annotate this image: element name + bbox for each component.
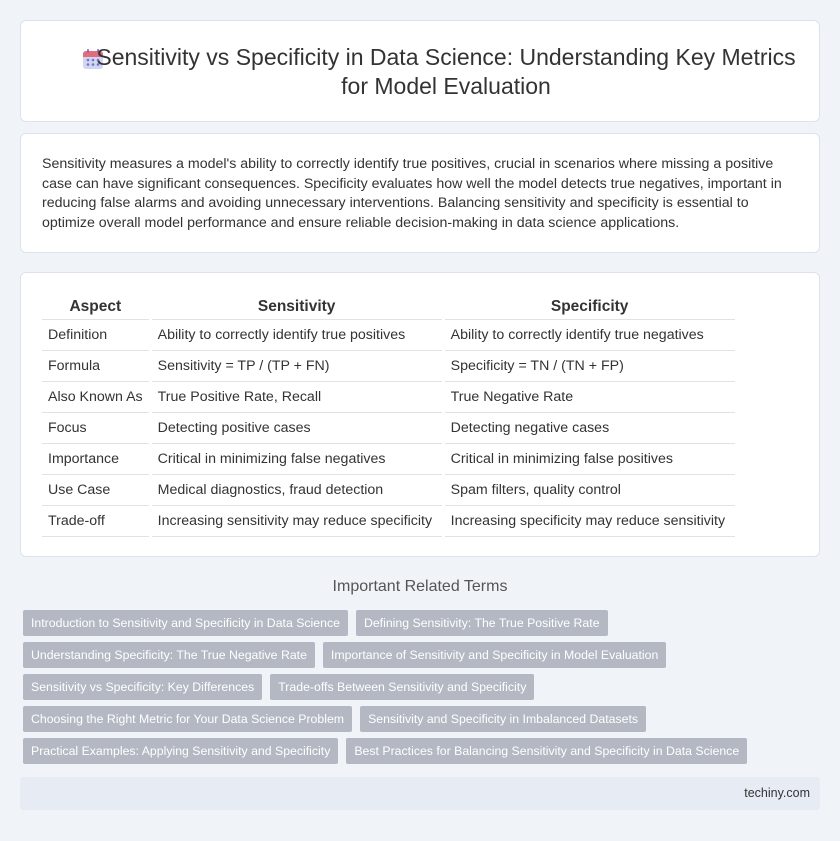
footer-site[interactable]: techiny.com [744, 786, 810, 800]
table-row [42, 413, 735, 444]
cell-sensitivity: Critical in minimizing false negatives [152, 444, 442, 475]
comparison-table [42, 295, 735, 537]
related-term-tag[interactable]: Sensitivity and Specificity in Imbalanced Datasets [360, 706, 646, 732]
tag-row [23, 642, 823, 668]
cell-specificity: Increasing specificity may reduce sensitivity [445, 506, 735, 537]
table-row [42, 506, 735, 537]
related-term-tag[interactable]: Introduction to Sensitivity and Specificity in Data Science [23, 610, 348, 636]
related-term-tag[interactable]: Practical Examples: Applying Sensitivity and Specificity [23, 738, 338, 764]
cell-sensitivity: True Positive Rate, Recall [152, 382, 442, 413]
cell-aspect: Trade-off [42, 506, 149, 537]
cell-specificity: Spam filters, quality control [445, 475, 735, 506]
related-term-tag[interactable]: Understanding Specificity: The True Negative Rate [23, 642, 315, 668]
table-row [42, 320, 735, 351]
related-terms-list [23, 610, 823, 770]
cell-aspect: Importance [42, 444, 149, 475]
cell-aspect: Formula [42, 351, 149, 382]
cell-sensitivity: Ability to correctly identify true positives [152, 320, 442, 351]
related-term-tag[interactable]: Best Practices for Balancing Sensitivity and Specificity in Data Science [346, 738, 747, 764]
cell-sensitivity: Increasing sensitivity may reduce specificity [152, 506, 442, 537]
footer [20, 777, 820, 810]
related-terms-heading: Important Related Terms [332, 578, 508, 595]
tag-row [23, 674, 823, 700]
cell-aspect: Use Case [42, 475, 149, 506]
intro-paragraph: Sensitivity measures a model's ability to correctly identify true positives, crucial in scenarios where missing a positive case can have significant consequences. Specificity evaluates how well the model detects true negatives, important in reducing false alarms and avoiding unnecessary interventions. Balancing sensitivity and specificity is essential to optimize overall model performance and ensure reliable decision-making in data science applications. [42, 156, 782, 231]
cell-specificity: Specificity = TN / (TN + FP) [445, 351, 735, 382]
related-term-tag[interactable]: Importance of Sensitivity and Specificity in Model Evaluation [323, 642, 666, 668]
comparison-card [20, 272, 820, 557]
table-header-row [42, 295, 735, 320]
related-term-tag[interactable]: Choosing the Right Metric for Your Data Science Problem [23, 706, 352, 732]
cell-aspect: Also Known As [42, 382, 149, 413]
header-aspect: Aspect [42, 295, 149, 320]
cell-specificity: Ability to correctly identify true negatives [445, 320, 735, 351]
page-title: Sensitivity vs Specificity in Data Science: Understanding Key Metrics for Model Evaluation [96, 44, 796, 99]
table-row [42, 475, 735, 506]
table-row [42, 444, 735, 475]
related-term-tag[interactable]: Sensitivity vs Specificity: Key Differences [23, 674, 262, 700]
tag-row [23, 738, 823, 764]
cell-aspect: Definition [42, 320, 149, 351]
intro-card [20, 133, 820, 253]
cell-specificity: Detecting negative cases [445, 413, 735, 444]
header-specificity: Specificity [445, 295, 735, 320]
header-card [20, 20, 820, 122]
related-term-tag[interactable]: Defining Sensitivity: The True Positive Rate [356, 610, 608, 636]
table-row [42, 351, 735, 382]
cell-specificity: Critical in minimizing false positives [445, 444, 735, 475]
table-row [42, 382, 735, 413]
header-sensitivity: Sensitivity [152, 295, 442, 320]
cell-sensitivity: Detecting positive cases [152, 413, 442, 444]
tag-row [23, 610, 823, 636]
tag-row [23, 706, 823, 732]
cell-specificity: True Negative Rate [445, 382, 735, 413]
cell-sensitivity: Sensitivity = TP / (TP + FN) [152, 351, 442, 382]
cell-aspect: Focus [42, 413, 149, 444]
cell-sensitivity: Medical diagnostics, fraud detection [152, 475, 442, 506]
related-term-tag[interactable]: Trade-offs Between Sensitivity and Specificity [270, 674, 534, 700]
